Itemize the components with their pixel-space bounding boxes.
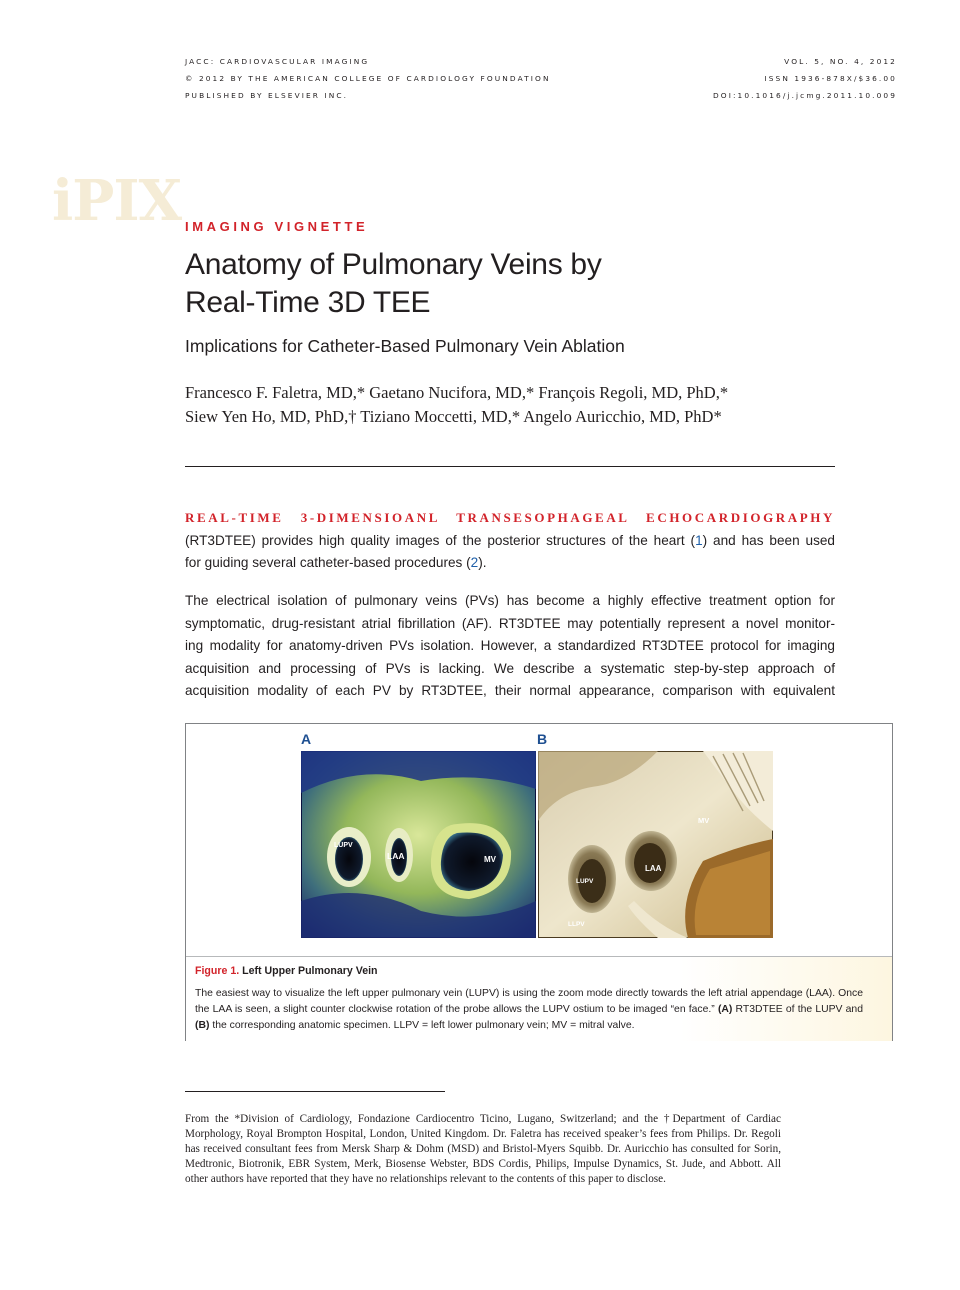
issn: ISSN 1936-878X/$36.00 [764,74,897,83]
paragraph-line: The electrical isolation of pulmonary veins (PVs) has become a highly effective treatment option for [185,593,835,608]
title-line: Anatomy of Pulmonary Veins by [185,248,602,281]
caption-text: RT3DTEE of the LUPV and [732,1003,863,1015]
text-run: ). [478,555,487,570]
section-label: IMAGING VIGNETTE [185,219,369,234]
caption-title [195,965,378,977]
intro-paragraph [185,507,835,575]
caption-body [195,986,863,1033]
panel-b-specimen-image [538,751,773,938]
caption-heading: Left Upper Pulmonary Vein [242,965,378,977]
paragraph-line: symptomatic, drug-resistant atrial fibrillation (AF). RT3DTEE may potentially represent a novel monitor- [185,615,835,631]
text-run: (RT3DTEE) provides high quality images of the posterior structures of the heart ( [185,532,696,548]
affiliation-footnote: From the *Division of Cardiology, Fondazione Cardiocentro Ticino, Lugano, Switzerland; and the †Department of Cardiac Morphology, Royal Brompton Hospital, London, United Kingdom. Dr. Faletra has received speaker’s fees from Philips. Dr. Regoli has received consultant fees from Mersk Sharp & Dohm (MSD) and Bristol-Myers Squibb. Dr. Auricchio has consulted for Sorin, Medtronic, Biotronik, EBR System, Merk, Biosense Webster, BDS Cordis, Philips, Impulse Dynamics, St. Jude, and Abbott. All other authors have reported that they have no relationships relevant to the contents of this paper to disclose. [185,1113,781,1185]
caption-text: The easiest way to visualize the left upper pulmonary vein (LUPV) is using the zoom mode directly towards the left atrial appendage (LAA). Once the LAA is seen, a slight counter clockwise rotation of the probe allows the LUPV ostium to be imaged “en face.” [195,988,863,1015]
reference-link[interactable]: 2 [470,555,479,570]
reference-link[interactable]: 1 [695,532,703,548]
panel-a-tag-mv: MV [484,855,496,864]
article-subtitle: Implications for Catheter-Based Pulmonary Vein Ablation [185,336,625,356]
paragraph-line: acquisition and processing of PVs is lacking. We describe a systematic step-by-step approach of [185,660,835,676]
caption-panel-ref: (B) [195,1019,210,1031]
caption-text: the corresponding anatomic specimen. LLPV = left lower pulmonary vein; MV = mitral valve. [209,1019,635,1031]
figure-caption [186,956,892,1041]
text-run: ) and has been used [702,532,835,548]
journal-header-left [185,53,551,104]
title-divider [185,466,835,467]
caption-panel-ref: (A) [717,1003,733,1015]
panel-b-tag-llpv: LLPV [568,921,585,928]
doi: DOI:10.1016/j.jcmg.2011.10.009 [712,91,897,100]
panel-a-echo-image [301,751,536,938]
body-paragraph [185,590,835,703]
panel-b-tag-laa: LAA [645,864,662,873]
ipix-watermark-logo: iPIX [52,168,182,234]
footnote-divider [185,1091,445,1092]
author-line: Francesco F. Faletra, MD,* Gaetano Nucifora, MD,* François Regoli, MD, PhD,* [185,383,729,402]
author-list [185,381,728,429]
panel-b-tag-lupv: LUPV [576,878,594,885]
publisher: PUBLISHED BY ELSEVIER INC. [185,91,349,100]
figure-1 [185,723,893,1041]
author-line: Siew Yen Ho, MD, PhD,† Tiziano Moccetti, MD,* Angelo Auricchio, MD, PhD* [185,407,722,426]
text-run: for guiding several catheter-based procedures ( [185,555,471,570]
panel-a-label: A [301,731,312,747]
paragraph-line: ing modality for anatomy-driven PVs isolation. However, a standardized RT3DTEE protocol for imaging [185,638,835,653]
copyright: © 2012 BY THE AMERICAN COLLEGE OF CARDIOLOGY FOUNDATION [185,74,551,83]
paragraph-line: acquisition modality of each PV by RT3DTEE, their normal appearance, comparison with equivalent [185,683,835,698]
paragraph-lead: REAL-TIME 3-DIMENSIOANL TRANSESOPHAGEAL ECHOCARDIOGRAPHY [185,510,835,525]
volume-issue: VOL. 5, NO. 4, 2012 [784,57,897,66]
paragraph-line [185,552,835,575]
panel-b-tag-mv: MV [698,816,710,825]
journal-header-right [713,53,897,104]
journal-name: JACC: CARDIOVASCULAR IMAGING [185,57,370,66]
figure-number: Figure 1. [195,965,240,977]
title-line: Real-Time 3D TEE [185,286,431,319]
paragraph-line [185,530,835,553]
article-title [185,246,602,322]
panel-a-tag-laa: LAA [387,851,405,861]
panel-b-label: B [537,731,548,747]
panel-a-tag-lupv: LUPV [334,842,353,849]
